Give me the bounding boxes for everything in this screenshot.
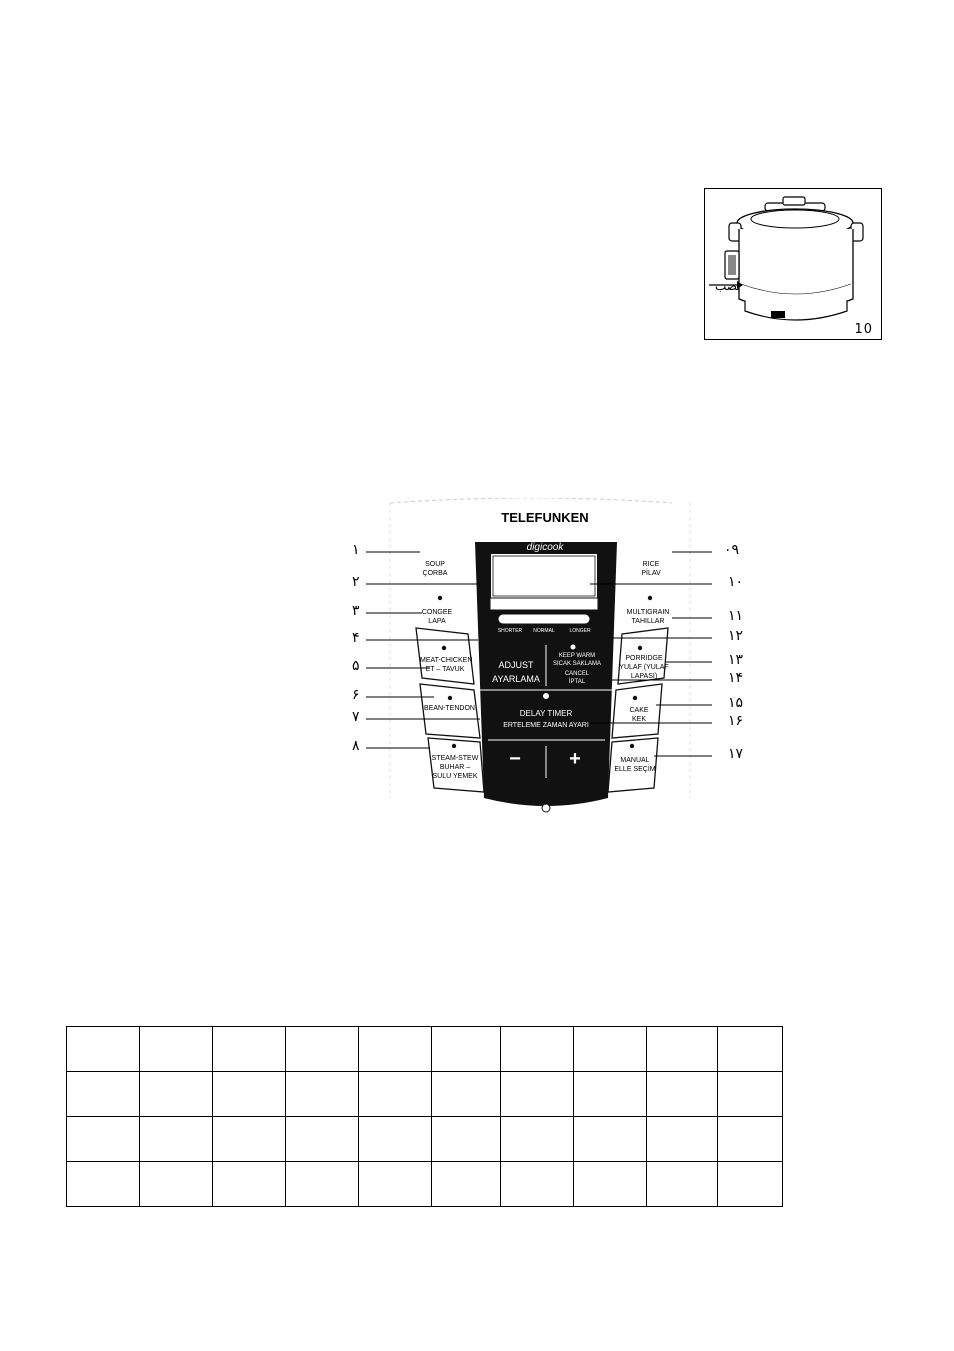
table-cell xyxy=(359,1027,432,1072)
keepwarm-en: KEEP WARM xyxy=(558,653,596,659)
table-cell xyxy=(647,1162,718,1207)
button-porridge-en: PORRIDGE xyxy=(625,655,663,662)
button-cake-en: CAKE xyxy=(629,707,649,714)
button-soup-en: SOUP xyxy=(425,561,445,568)
button-cake-tr: KEK xyxy=(631,716,646,723)
button-rice-tr: PİLAV xyxy=(641,570,661,577)
callout-17: ١٧ xyxy=(728,746,744,762)
table-cell xyxy=(286,1027,359,1072)
button-porridge-tr: YULAF (YULAF LAPASI) xyxy=(619,664,669,680)
table-cell xyxy=(647,1072,718,1117)
table-cell xyxy=(501,1027,574,1072)
table-cell xyxy=(718,1162,783,1207)
callout-3: ٣ xyxy=(352,603,360,619)
callout-11: ١١ xyxy=(728,608,744,624)
model-logo: digicook xyxy=(526,542,564,553)
figure-10-box xyxy=(704,188,882,340)
keepwarm-cancel-button[interactable] xyxy=(548,652,606,686)
table-cell xyxy=(67,1072,140,1117)
table-cell xyxy=(140,1027,213,1072)
callout-13: ١٣ xyxy=(728,652,744,668)
table-cell xyxy=(574,1117,647,1162)
callout-15: ١۵ xyxy=(728,695,744,711)
button-meat-chicken-tr: ET – TAVUK xyxy=(425,666,465,673)
keepwarm-tr: SICAK SAKLAMA xyxy=(552,661,602,667)
cancel-en: CANCEL xyxy=(564,671,590,677)
button-congee-tr: LAPA xyxy=(428,618,446,625)
callout-1: ١ xyxy=(352,542,360,558)
button-rice[interactable] xyxy=(626,560,676,578)
mode-shorter-label: SHORTER xyxy=(497,628,523,634)
callout-4: ۴ xyxy=(352,630,360,646)
figure-number: 10 xyxy=(854,322,873,337)
table-cell xyxy=(213,1027,286,1072)
table-cell xyxy=(574,1072,647,1117)
callout-8: ٨ xyxy=(352,738,360,754)
table-cell xyxy=(432,1162,501,1207)
table-cell xyxy=(140,1117,213,1162)
table-cell xyxy=(501,1162,574,1207)
button-steam-stew[interactable] xyxy=(430,754,480,781)
brand-logo: TELEFUNKEN xyxy=(501,510,589,525)
button-manual-tr: ELLE SEÇİM xyxy=(614,766,656,773)
table-cell xyxy=(718,1117,783,1162)
control-panel-figure xyxy=(350,498,712,818)
button-soup[interactable] xyxy=(410,560,460,578)
table-cell xyxy=(359,1117,432,1162)
table-cell xyxy=(501,1117,574,1162)
callout-10: ١٠ xyxy=(728,574,744,590)
empty-grid-table xyxy=(66,1026,783,1207)
table-cell xyxy=(432,1117,501,1162)
adjust-button[interactable] xyxy=(488,658,544,686)
callout-7: ٧ xyxy=(352,709,360,725)
table-cell xyxy=(286,1117,359,1162)
callout-16: ١۶ xyxy=(728,713,744,729)
button-cake[interactable] xyxy=(614,706,664,724)
button-multigrain-en: MULTIGRAIN xyxy=(626,609,670,616)
table-cell xyxy=(286,1072,359,1117)
adjust-en: ADJUST xyxy=(498,660,534,670)
table-cell xyxy=(359,1072,432,1117)
mode-longer-label: LONGER xyxy=(569,628,591,634)
table-cell xyxy=(213,1162,286,1207)
adjust-tr: AYARLAMA xyxy=(492,674,540,684)
table-cell xyxy=(359,1162,432,1207)
button-manual[interactable] xyxy=(610,756,660,774)
table-row xyxy=(67,1027,783,1072)
button-bean-tendon[interactable] xyxy=(424,704,474,713)
callout-14: ١۴ xyxy=(728,670,744,686)
plus-button[interactable]: + xyxy=(569,748,581,770)
cancel-tr: İPTAL xyxy=(568,679,586,685)
table-cell xyxy=(501,1072,574,1117)
table-cell xyxy=(647,1117,718,1162)
button-rice-en: RICE xyxy=(642,561,660,568)
table-cell xyxy=(67,1162,140,1207)
pressure-cooker-illustration xyxy=(705,189,880,339)
callout-12: ١٢ xyxy=(728,628,744,644)
table-cell xyxy=(67,1027,140,1072)
table-cell xyxy=(213,1072,286,1117)
minus-button[interactable]: − xyxy=(509,748,521,770)
table-cell xyxy=(432,1072,501,1117)
table-cell xyxy=(718,1027,783,1072)
table-cell xyxy=(140,1162,213,1207)
delay-tr: ERTELEME ZAMAN AYARI xyxy=(503,722,589,729)
button-porridge[interactable] xyxy=(618,654,670,681)
button-meat-chicken-en: MEAT-CHICKEN xyxy=(420,657,473,664)
table-cell xyxy=(432,1027,501,1072)
table-cell xyxy=(286,1162,359,1207)
button-multigrain-tr: TAHILLAR xyxy=(631,618,665,625)
button-bean-tendon-en: BEAN-TENDON xyxy=(424,705,475,712)
table-row xyxy=(67,1162,783,1207)
button-congee[interactable] xyxy=(412,608,462,626)
button-multigrain[interactable] xyxy=(622,608,674,626)
table-row xyxy=(67,1117,783,1162)
delay-en: DELAY TIMER xyxy=(519,709,573,718)
button-steam-stew-en: STEAM-STEW xyxy=(431,755,479,762)
callout-5: ۵ xyxy=(352,658,360,674)
callout-6: ۶ xyxy=(352,687,360,703)
table-cell xyxy=(140,1072,213,1117)
arabic-install-label: نصب xyxy=(715,279,741,293)
table-cell xyxy=(718,1072,783,1117)
callout-9: ٠٩ xyxy=(724,542,740,558)
table-cell xyxy=(213,1117,286,1162)
delay-timer-button[interactable] xyxy=(488,708,604,732)
table-cell xyxy=(574,1162,647,1207)
button-soup-tr: ÇORBA xyxy=(422,570,448,577)
table-cell xyxy=(647,1027,718,1072)
table-cell xyxy=(67,1117,140,1162)
table-row xyxy=(67,1072,783,1117)
grid-body xyxy=(67,1027,783,1207)
button-congee-en: CONGEE xyxy=(421,609,453,616)
table-cell xyxy=(574,1027,647,1072)
callout-2: ٢ xyxy=(352,574,360,590)
mode-normal-label: NORMAL xyxy=(533,628,555,634)
button-meat-chicken[interactable] xyxy=(420,656,473,674)
button-manual-en: MANUAL xyxy=(620,757,650,764)
button-steam-stew-tr: BUHAR – SULU YEMEK xyxy=(432,764,478,780)
